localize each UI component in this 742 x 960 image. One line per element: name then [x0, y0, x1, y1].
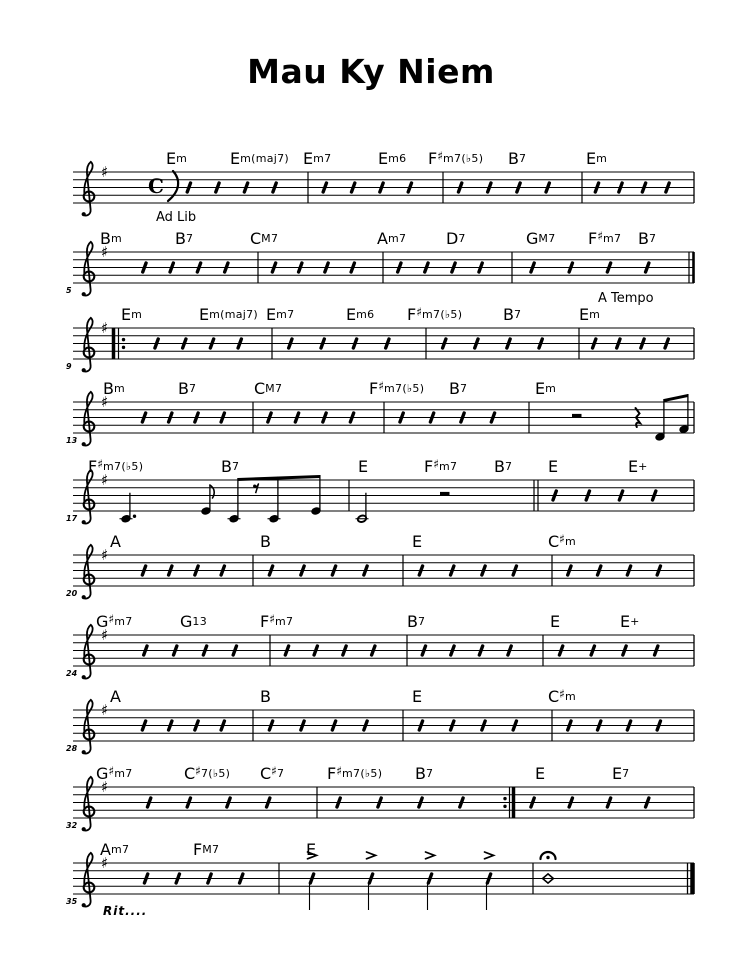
chord-suffix: 7	[425, 767, 434, 780]
chord-root: E	[620, 612, 631, 631]
chord-root: F	[88, 457, 98, 476]
chord-root: B	[175, 229, 186, 248]
chord-root: E	[121, 305, 132, 324]
chord-suffix: m	[131, 308, 143, 321]
measure-number: 9	[66, 362, 72, 371]
chord-root: C	[254, 379, 266, 398]
chord-suffix: m7	[276, 308, 295, 321]
chord-suffix: m6	[388, 152, 407, 165]
treble-clef-icon	[82, 675, 86, 679]
chord-suffix: m7	[603, 232, 622, 245]
chord-accidental-icon: ♯	[559, 687, 565, 701]
chord-suffix: m	[110, 232, 122, 245]
chord-suffix: +	[630, 615, 640, 628]
tempo-marking: Ad Lib	[156, 210, 197, 225]
chord-root: F	[407, 305, 417, 324]
key-signature-sharp-icon: ♯	[101, 854, 109, 872]
chord-root: B	[638, 229, 649, 248]
treble-clef-icon	[82, 750, 86, 754]
repeat-end-sign	[503, 805, 506, 808]
chord-suffix: 7	[185, 232, 194, 245]
accent-icon	[426, 852, 435, 859]
chord-suffix: m7(♭5)	[342, 767, 383, 780]
chord-suffix: 7	[188, 382, 197, 395]
chord-accidental-icon: ♯	[433, 457, 440, 471]
chord-root: G	[180, 612, 193, 631]
chord-root: E	[358, 457, 369, 476]
treble-clef-icon	[82, 595, 86, 599]
chord-suffix: m7(♭5)	[422, 308, 463, 321]
key-signature-sharp-icon: ♯	[101, 546, 109, 564]
measure-number: 17	[66, 514, 78, 523]
chord-root: E	[550, 612, 561, 631]
chord-suffix: m(maj7)	[209, 308, 259, 321]
chord-suffix: m	[564, 690, 576, 703]
chord-accidental-icon: ♯	[108, 764, 115, 778]
chord-root: E	[306, 840, 317, 859]
chord-suffix: 7	[417, 615, 426, 628]
chord-root: E	[303, 149, 314, 168]
chord-suffix: 13	[192, 615, 208, 628]
chord-suffix: m7	[313, 152, 332, 165]
chord-root: E	[199, 305, 210, 324]
chord-suffix: 7	[622, 767, 630, 780]
key-signature-sharp-icon: ♯	[101, 626, 109, 644]
chord-suffix: m	[113, 382, 125, 395]
treble-clef-icon	[83, 625, 93, 679]
chord-root: E	[266, 305, 277, 324]
chord-root: B	[260, 532, 271, 551]
chord-root: F	[588, 229, 598, 248]
chord-suffix: m7(♭5)	[443, 152, 484, 165]
chord-root: B	[508, 149, 519, 168]
chord-root: F	[369, 379, 379, 398]
measure-number: 28	[66, 744, 78, 753]
chord-root: E	[586, 149, 597, 168]
chord-root: E	[535, 379, 546, 398]
chord-suffix: m7	[275, 615, 294, 628]
measure-number: 24	[66, 669, 78, 678]
accent-icon	[367, 852, 376, 859]
chord-suffix: m	[176, 152, 188, 165]
chord-root: B	[503, 305, 514, 324]
chord-root: B	[178, 379, 189, 398]
chord-root: F	[428, 149, 438, 168]
beam	[664, 394, 688, 402]
chord-root: E	[548, 457, 559, 476]
chord-root: B	[260, 687, 271, 706]
chord-suffix: 7	[648, 232, 657, 245]
chord-suffix: 7	[276, 767, 285, 780]
chord-suffix: M7	[261, 232, 279, 245]
chord-root: B	[494, 457, 505, 476]
key-signature-sharp-icon: ♯	[101, 243, 109, 261]
chord-suffix: 7(♭5)	[200, 767, 231, 780]
accent-icon	[485, 852, 494, 859]
chord-suffix: 7	[518, 152, 527, 165]
chord-root: B	[103, 379, 114, 398]
measure-number: 32	[66, 821, 78, 830]
rit-marking: Rit....	[103, 904, 148, 918]
chord-suffix: m7	[110, 843, 130, 856]
chord-accidental-icon: ♯	[108, 612, 115, 626]
chord-root: C	[250, 229, 262, 248]
chord-root: G	[96, 612, 109, 631]
chord-root: E	[230, 149, 241, 168]
chord-suffix: M7	[265, 382, 283, 395]
chord-root: C	[548, 687, 560, 706]
chord-root: D	[446, 229, 459, 248]
treble-clef-icon	[82, 903, 86, 907]
treble-clef-icon	[83, 318, 93, 372]
treble-clef-icon	[82, 442, 86, 446]
key-signature-sharp-icon: ♯	[101, 163, 109, 181]
chord-suffix: M7	[202, 843, 220, 856]
chord-root: A	[110, 532, 121, 551]
treble-clef-icon	[83, 162, 93, 216]
chord-suffix: m7	[387, 232, 407, 245]
chord-root: E	[166, 149, 177, 168]
chord-root: A	[100, 840, 111, 859]
chord-root: G	[96, 764, 109, 783]
chord-root: E	[412, 687, 423, 706]
treble-clef-icon	[83, 545, 93, 599]
key-signature-sharp-icon: ♯	[101, 701, 109, 719]
chord-suffix: m7(♭5)	[103, 460, 144, 473]
key-signature-sharp-icon: ♯	[101, 778, 109, 796]
chord-root: E	[346, 305, 357, 324]
treble-clef-icon	[82, 292, 86, 296]
chord-suffix: m7(♭5)	[384, 382, 425, 395]
treble-clef-icon	[83, 392, 93, 446]
treble-clef-icon	[83, 777, 93, 831]
treble-clef-icon	[82, 520, 86, 524]
chord-suffix: 7	[459, 382, 468, 395]
treble-clef-icon	[82, 827, 86, 831]
chord-root: E	[612, 764, 623, 783]
chord-accidental-icon: ♯	[559, 532, 565, 546]
chord-accidental-icon: ♯	[271, 764, 277, 778]
chord-suffix: 7	[513, 308, 522, 321]
chord-suffix: +	[638, 460, 648, 473]
chord-suffix: 7	[231, 460, 240, 473]
fermata-icon	[546, 856, 549, 859]
chord-root: A	[377, 229, 388, 248]
chord-root: B	[100, 229, 111, 248]
half-rest	[440, 492, 450, 496]
chord-root: F	[424, 457, 434, 476]
chord-root: E	[412, 532, 423, 551]
chord-root: E	[535, 764, 546, 783]
chord-accidental-icon: ♯	[597, 229, 604, 243]
half-rest	[572, 414, 582, 418]
treble-clef-icon	[83, 470, 93, 524]
chord-suffix: m7	[439, 460, 458, 473]
chord-accidental-icon: ♯	[378, 379, 385, 393]
key-signature-sharp-icon: ♯	[101, 319, 109, 337]
tempo-marking: A Tempo	[598, 291, 654, 306]
chord-accidental-icon: ♯	[97, 457, 104, 471]
chord-root: A	[110, 687, 121, 706]
time-signature: C	[148, 174, 164, 198]
chord-suffix: 7	[504, 460, 513, 473]
chord-root: F	[193, 840, 203, 859]
repeat-begin-sign	[122, 338, 125, 341]
lead-eighth-rest	[168, 171, 178, 201]
chord-suffix: 7	[458, 232, 466, 245]
chord-accidental-icon: ♯	[336, 764, 343, 778]
chord-suffix: m7	[114, 615, 133, 628]
treble-clef-icon	[83, 700, 93, 754]
measure-number: 13	[66, 436, 78, 445]
repeat-end-sign	[503, 797, 506, 800]
song-title: Mau Ky Niem	[247, 52, 495, 91]
chord-root: B	[415, 764, 426, 783]
chord-suffix: m7	[114, 767, 133, 780]
chord-root: B	[449, 379, 460, 398]
chord-suffix: m(maj7)	[240, 152, 290, 165]
treble-clef-icon	[83, 853, 93, 907]
chord-accidental-icon: ♯	[416, 305, 423, 319]
chord-root: F	[327, 764, 337, 783]
chord-root: B	[221, 457, 232, 476]
chord-suffix: m	[596, 152, 608, 165]
eighth-rest	[253, 485, 256, 488]
chord-root: B	[407, 612, 418, 631]
chord-root: E	[378, 149, 389, 168]
key-signature-sharp-icon: ♯	[101, 471, 109, 489]
chord-accidental-icon: ♯	[195, 764, 201, 778]
chord-root: C	[548, 532, 560, 551]
chord-root: E	[579, 305, 590, 324]
chord-root: F	[260, 612, 270, 631]
chord-suffix: m	[564, 535, 576, 548]
chord-root: E	[628, 457, 639, 476]
chord-accidental-icon: ♯	[269, 612, 276, 626]
key-signature-sharp-icon: ♯	[101, 393, 109, 411]
augmentation-dot	[133, 515, 136, 518]
repeat-begin-sign	[122, 346, 125, 349]
measure-number: 35	[66, 897, 78, 906]
measure-number: 5	[66, 286, 72, 295]
chord-root: C	[184, 764, 196, 783]
measure-number: 20	[66, 589, 78, 598]
chord-root: C	[260, 764, 272, 783]
chord-suffix: M7	[538, 232, 556, 245]
chord-root: G	[526, 229, 539, 248]
chord-suffix: m6	[356, 308, 375, 321]
treble-clef-icon	[82, 212, 86, 216]
accent-icon	[308, 852, 317, 859]
treble-clef-icon	[83, 242, 93, 296]
chord-suffix: m	[589, 308, 601, 321]
chord-accidental-icon: ♯	[437, 149, 444, 163]
treble-clef-icon	[82, 368, 86, 372]
chord-suffix: m	[545, 382, 557, 395]
